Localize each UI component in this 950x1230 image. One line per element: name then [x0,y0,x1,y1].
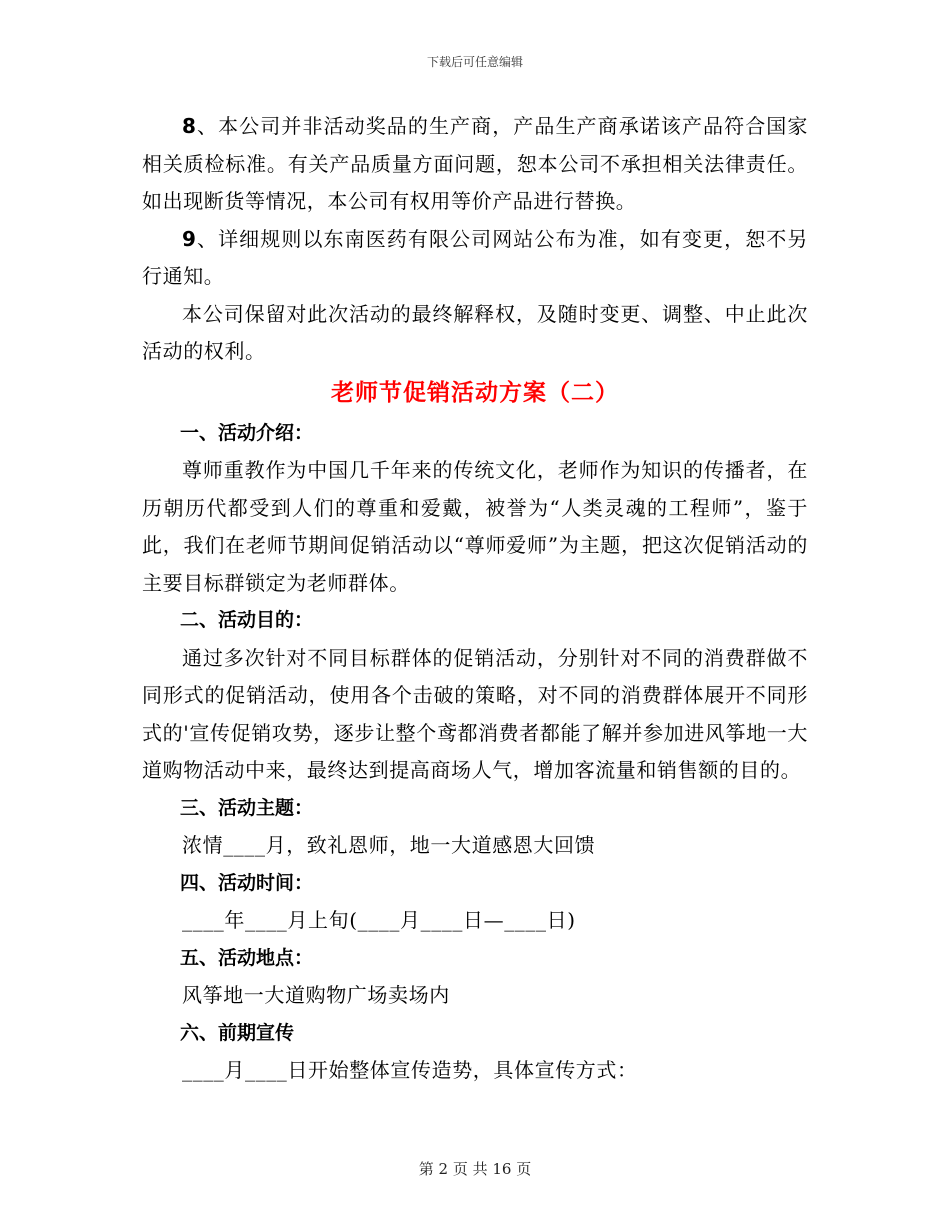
purpose-text: 通过多次针对不同目标群体的促销活动，分别针对不同的消费群做不同形式的促销活动，使用各个击破的策略，对不同的消费群体展开不同形式的'宣传促销攻势，逐步让整个鸢都消费者都能了解并参加进风筝地一大道购物活动中来，最终达到提高商场人气，增加客流量和销售额的目的。 [142,645,808,782]
clause-8 [142,108,808,221]
clause-number: 9 [182,226,197,251]
section-title: 老师节促销活动方案（二） [331,379,619,406]
time-text: ____年____月上旬(____月____日—____日) [182,908,576,932]
clause-9 [142,221,808,296]
clause-text: 、详细规则以东南医药有限公司网站公布为准，如有变更，恕不另行通知。 [142,226,808,288]
promotion-text: ____月____日开始整体宣传造势，具体宣传方式： [182,1058,638,1082]
page-footer: 第 2 页 共 16 页 [418,1160,532,1178]
heading-intro: 一、活动介绍： [180,421,314,444]
clause-text: 、本公司并非活动奖品的生产商，产品生产商承诺该产品符合国家相关质检标准。有关产品质量方面问题，恕本公司不承担相关法律责任。如出现断货等情况，本公司有权用等价产品进行替换。 [142,114,808,213]
theme-text: 浓情____月，致礼恩师，地一大道感恩大回馈 [182,833,596,857]
page-header: 下载后可任意编辑 [426,55,523,69]
location-text: 风筝地一大道购物广场卖场内 [182,983,450,1007]
heading-promotion: 六、前期宣传 [180,1021,295,1044]
heading-theme: 三、活动主题： [180,796,314,819]
clause-number: 8 [182,114,197,138]
intro-text: 尊师重教作为中国几千年来的传统文化，老师作为知识的传播者，在历朝历代都受到人们的尊重和爱戴，被誉为“人类灵魂的工程师”，鉴于此，我们在老师节期间促销活动以“尊师爱师”为主题，把这次促销活动的主要目标群锁定为老师群体。 [142,458,808,595]
reserve-rights: 本公司保留对此次活动的最终解释权，及随时变更、调整、中止此次活动的权利。 [142,301,808,363]
document-body [142,108,808,1090]
heading-location: 五、活动地点： [180,946,314,969]
heading-time: 四、活动时间： [180,871,314,894]
heading-purpose: 二、活动目的： [180,609,314,631]
